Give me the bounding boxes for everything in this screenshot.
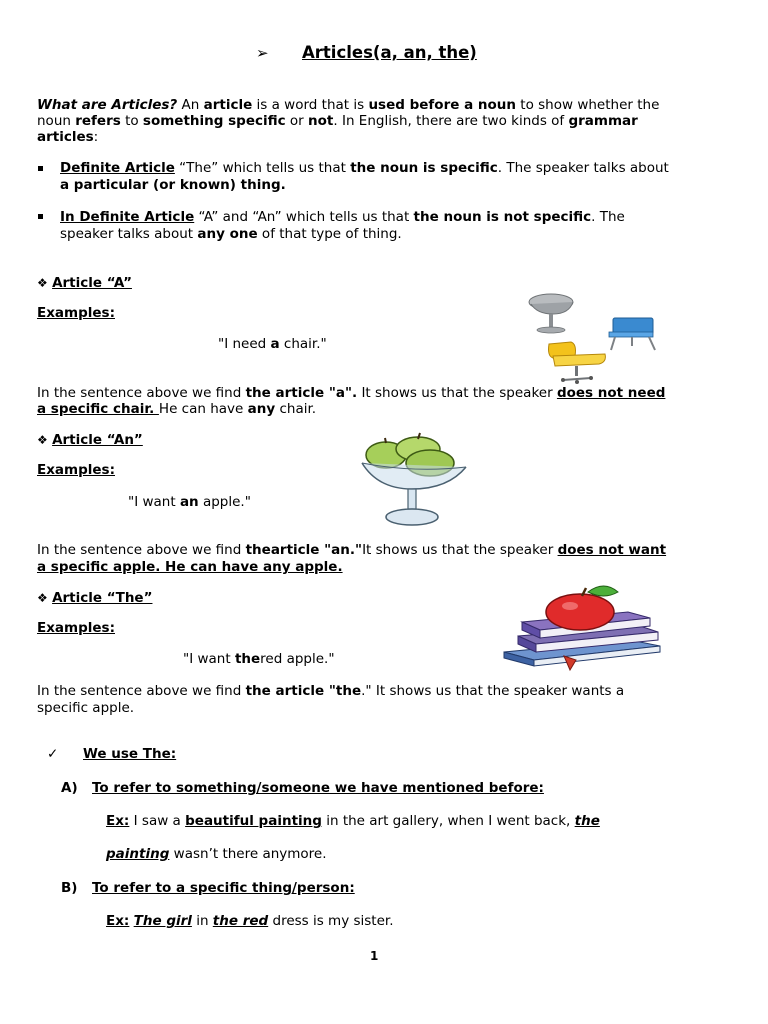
text: Ex:: [106, 813, 130, 829]
indefinite-article-label: In Definite Article: [60, 209, 195, 225]
text: a specific apple. He can have any apple.: [37, 559, 343, 575]
item-a-example-line-2: [106, 846, 327, 863]
text: Article “An”: [52, 432, 143, 448]
explanation-line-2: specific apple.: [37, 700, 135, 716]
text: in: [191, 913, 213, 929]
text: not: [308, 113, 334, 129]
text: red apple.": [260, 651, 335, 667]
text: the noun is specific: [350, 160, 498, 176]
text: the article "the: [245, 683, 362, 699]
diamond-bullet-icon: ❖: [37, 433, 48, 447]
text: chair.": [279, 336, 327, 352]
arrow-bullet-icon: ➢: [256, 44, 269, 62]
text: used before a noun: [368, 97, 517, 113]
text: a: [270, 336, 280, 352]
explanation-line-2: [37, 559, 343, 576]
text: to: [120, 113, 143, 129]
chairs-illustration: [525, 292, 665, 384]
explanation-line-1: [37, 683, 624, 700]
text: grammar: [568, 113, 638, 129]
text: :: [93, 129, 99, 145]
text: It shows us that the speaker: [362, 542, 558, 558]
section-a-heading: [37, 275, 132, 292]
text: It shows us that the speaker: [357, 385, 557, 401]
text: Ex:: [106, 913, 130, 929]
definite-line-1: [60, 160, 669, 177]
text: . The speaker talks about: [497, 160, 669, 176]
we-use-the-heading: We use The:: [83, 746, 177, 762]
text: ." It shows us that the speaker wants a: [361, 683, 625, 699]
text: Article “The”: [52, 590, 153, 606]
explanation-line-1: [37, 385, 665, 402]
text: an: [179, 494, 199, 510]
page-number: 1: [370, 949, 379, 963]
text: is a word that is: [252, 97, 369, 113]
text: I saw a: [129, 813, 186, 829]
text: apple.": [198, 494, 251, 510]
text: any one: [197, 226, 258, 242]
item-a-heading: To refer to something/someone we have mentioned before:: [92, 780, 544, 796]
square-bullet-icon: [38, 214, 43, 219]
example-sentence: [218, 336, 327, 353]
text: "I want: [183, 651, 235, 667]
intro-line-1: [37, 97, 659, 114]
item-b-letter: B): [61, 880, 78, 896]
examples-label: Examples:: [37, 620, 115, 636]
text: In the sentence above we find: [37, 542, 246, 558]
text: painting: [106, 846, 170, 862]
section-an-heading: [37, 432, 143, 449]
square-bullet-icon: [38, 166, 43, 171]
text: a specific chair.: [37, 401, 159, 417]
text: “The” which tells us that: [174, 160, 351, 176]
text: the: [574, 813, 600, 829]
intro-line-2: [37, 113, 638, 130]
intro-question: What are Articles?: [37, 97, 178, 113]
diamond-bullet-icon: ❖: [37, 276, 48, 290]
text: . In English, there are two kinds of: [333, 113, 569, 129]
check-row: [47, 746, 58, 763]
text: An: [177, 97, 204, 113]
title-row: [256, 45, 269, 63]
text: to show whether the: [516, 97, 660, 113]
apple-bowl-illustration: [358, 437, 470, 529]
text: does not want: [557, 542, 667, 558]
text: In the sentence above we find: [37, 385, 246, 401]
text: He can have: [158, 401, 248, 417]
text: chair.: [275, 401, 317, 417]
text: does not need: [556, 385, 666, 401]
item-a-letter: A): [61, 780, 78, 796]
item-a-example-line-1: [106, 813, 600, 830]
text: any: [247, 401, 276, 417]
example-sentence: [128, 494, 251, 511]
example-sentence: [183, 651, 335, 668]
text: speaker talks about: [60, 226, 198, 242]
checkmark-icon: ✓: [47, 746, 59, 762]
diamond-bullet-icon: ❖: [37, 591, 48, 605]
text: the article "a".: [245, 385, 358, 401]
text: beautiful painting: [185, 813, 322, 829]
text: of that type of thing.: [257, 226, 402, 242]
text: thearticle "an.": [245, 542, 363, 558]
indefinite-line-1: [60, 209, 625, 226]
text: articles: [37, 129, 94, 145]
text: article: [203, 97, 253, 113]
text: In the sentence above we find: [37, 683, 246, 699]
examples-label: Examples:: [37, 305, 115, 321]
item-b-example: [106, 913, 394, 930]
text: "I want: [128, 494, 180, 510]
text: “A” and “An” which tells us that: [194, 209, 414, 225]
text: dress is my sister.: [268, 913, 394, 929]
page-title: Articles(a, an, the): [302, 43, 477, 62]
explanation-line-2: [37, 401, 316, 418]
examples-label: Examples:: [37, 462, 115, 478]
definite-article-label: Definite Article: [60, 160, 175, 176]
section-the-heading: [37, 590, 152, 607]
item-b-heading: To refer to a specific thing/person:: [92, 880, 355, 896]
text: the red: [212, 913, 269, 929]
text: or: [285, 113, 309, 129]
text: something specific: [142, 113, 286, 129]
text: in the art gallery, when I went back,: [321, 813, 575, 829]
intro-line-3: [37, 129, 98, 146]
text: Article “A”: [52, 275, 132, 291]
text: "I need: [218, 336, 271, 352]
text: refers: [75, 113, 121, 129]
books-apple-illustration: [500, 586, 665, 678]
text: The girl: [133, 913, 192, 929]
text: a particular (or known) thing.: [60, 177, 286, 193]
definite-line-2: [60, 177, 286, 194]
text: the noun is not specific: [413, 209, 592, 225]
explanation-line-1: [37, 542, 666, 559]
text: the: [234, 651, 261, 667]
text: noun: [37, 113, 76, 129]
indefinite-line-2: [60, 226, 402, 243]
text: . The: [591, 209, 625, 225]
text: wasn’t there anymore.: [169, 846, 327, 862]
